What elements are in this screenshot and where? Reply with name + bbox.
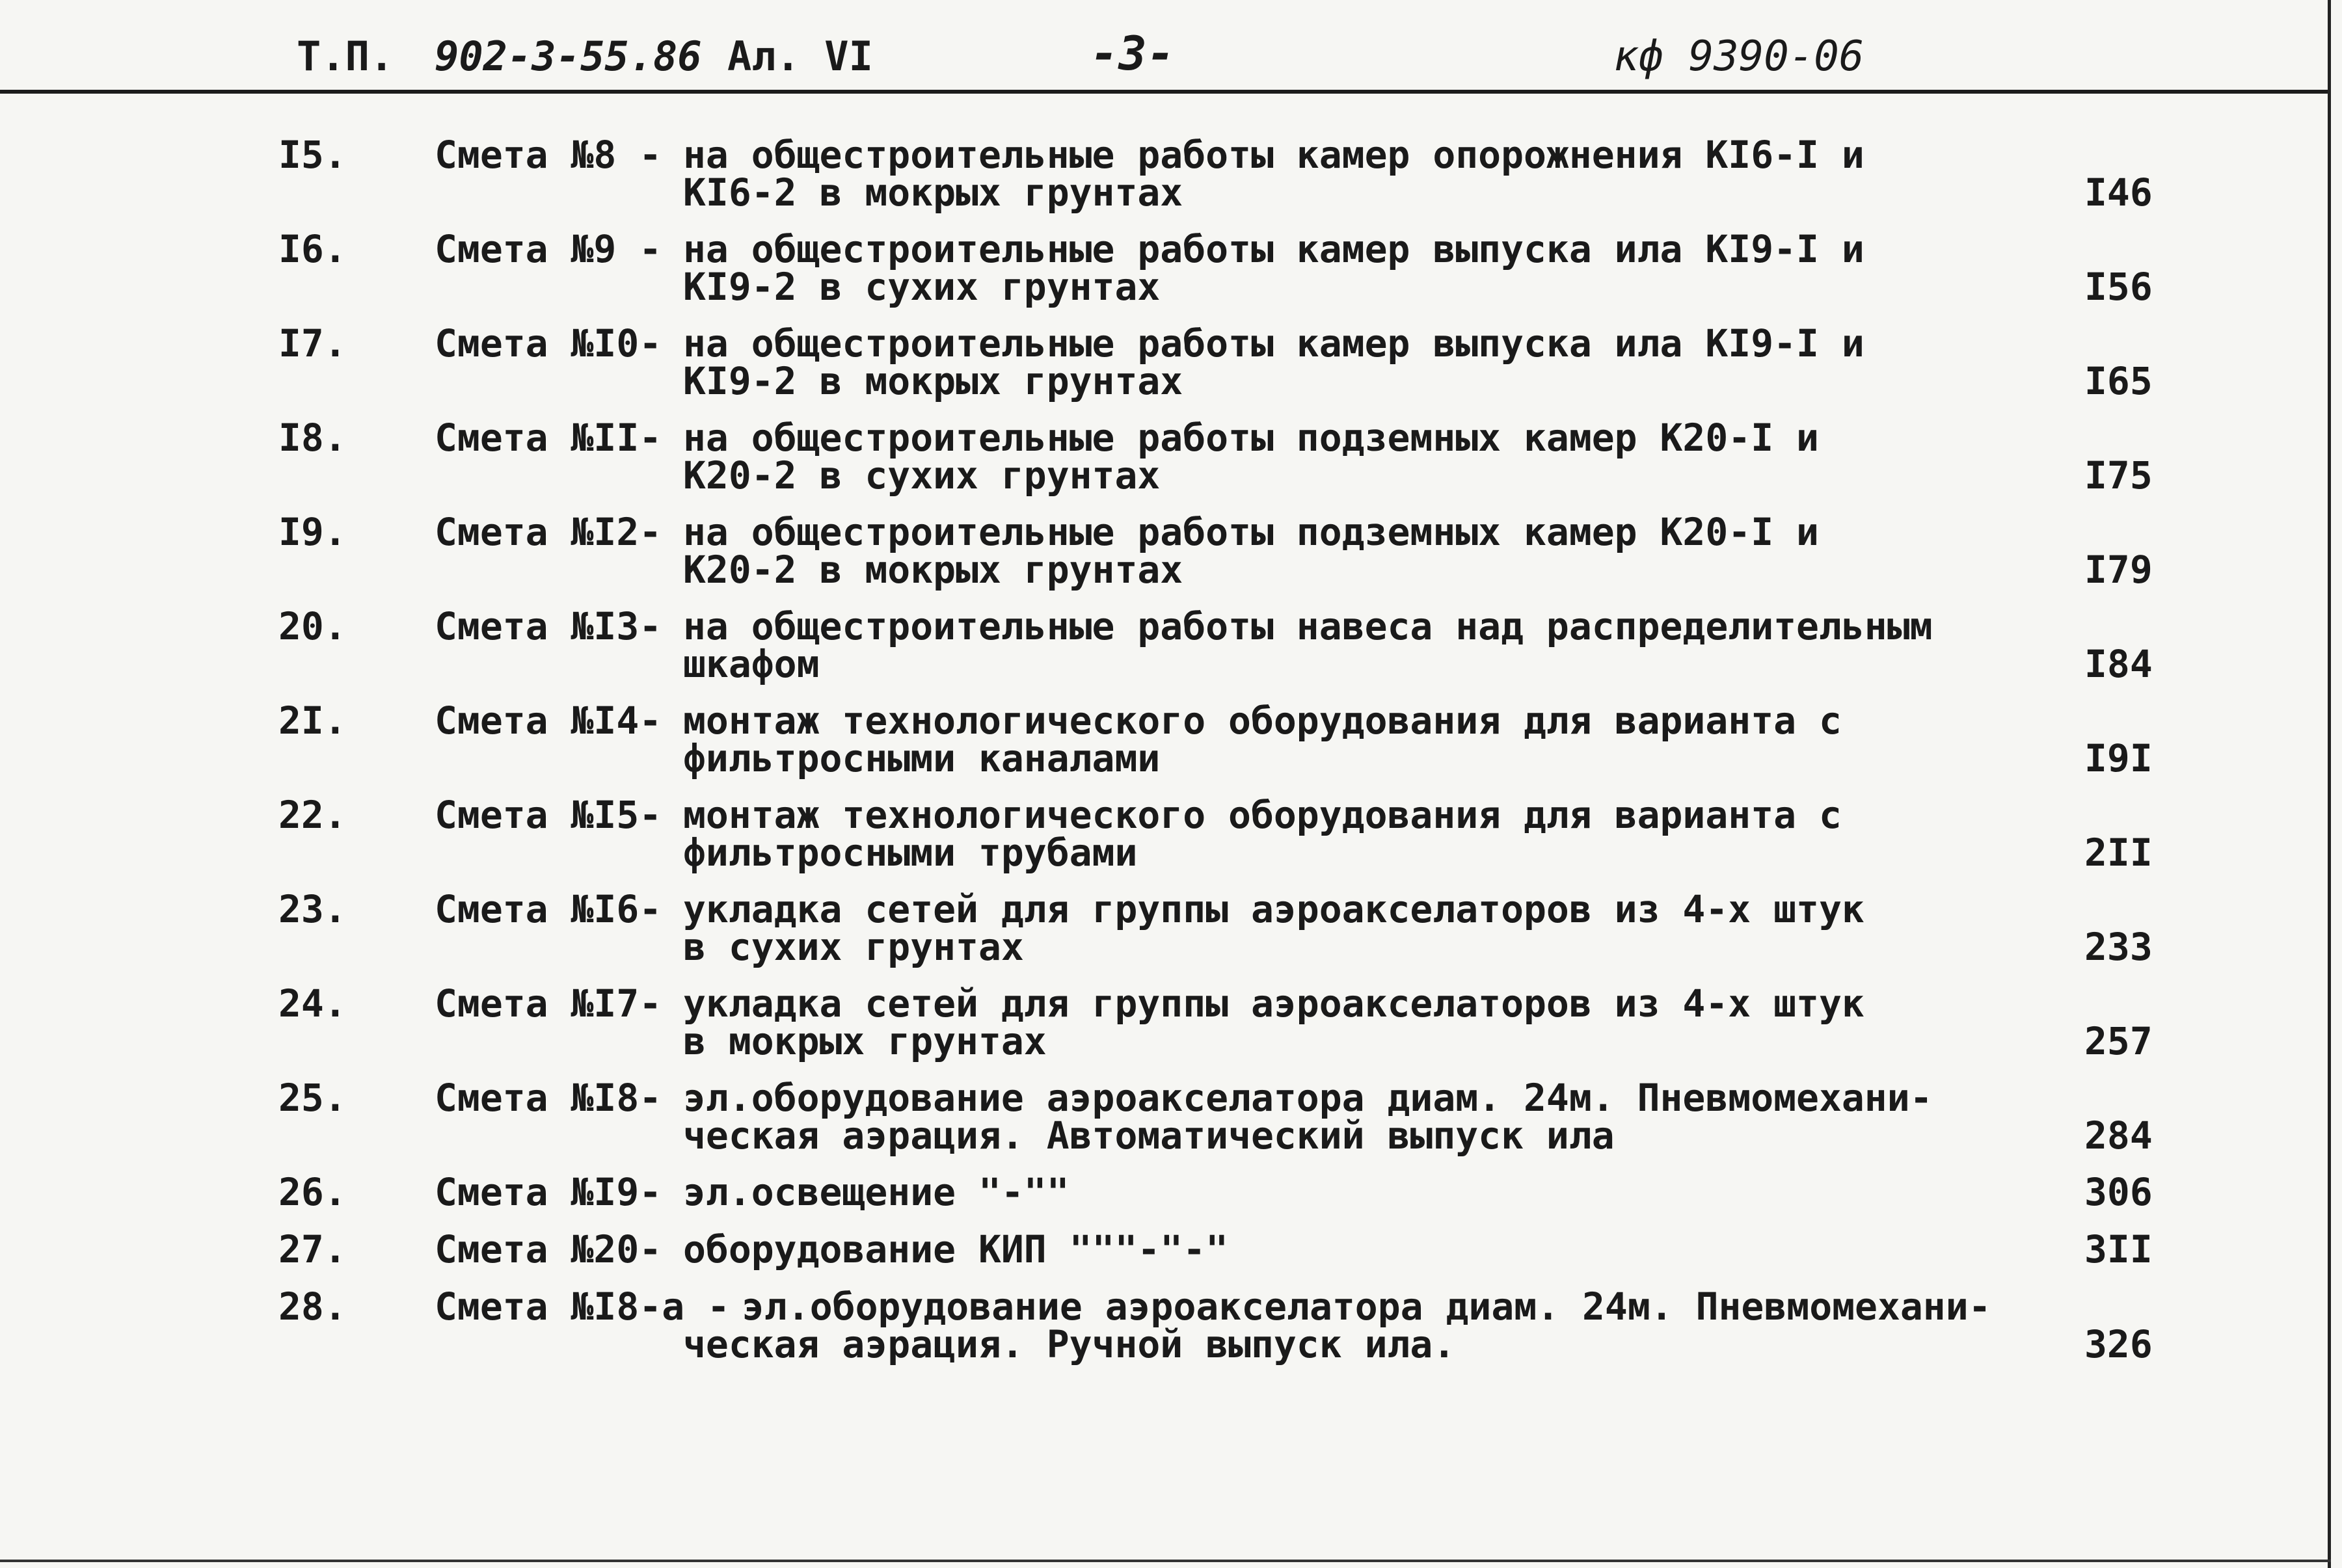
item-description-cont: КI9-2 в мокрых грунтах xyxy=(683,359,1183,403)
estimate-label: Смета №I8- xyxy=(435,1076,662,1120)
item-number: 2I. xyxy=(278,698,347,743)
header-project-code: 902-3-55.86 xyxy=(435,33,702,80)
item-description: оборудование КИП """-"-" xyxy=(683,1227,1229,1271)
item-page: I65 xyxy=(2084,359,2153,403)
item-description: на общестроительные работы камер выпуска ила КI9-I и xyxy=(683,227,1864,271)
item-number: 20. xyxy=(278,604,347,648)
item-number: 27. xyxy=(278,1227,347,1271)
item-page: 306 xyxy=(2084,1170,2153,1214)
estimate-label: Смета №8 - xyxy=(435,133,662,177)
item-description: эл.оборудование аэроакселатора диам. 24м. Пневмомехани- xyxy=(742,1284,1991,1329)
item-page: I9I xyxy=(2084,736,2153,780)
item-description-cont: фильтросными трубами xyxy=(683,831,1138,875)
item-number: I5. xyxy=(278,133,347,177)
estimate-label: Смета №I0- xyxy=(435,321,662,365)
estimate-label: Смета №I4- xyxy=(435,698,662,743)
item-page: I46 xyxy=(2084,170,2153,215)
item-description: на общестроительные работы камер опорожнения КI6-I и xyxy=(683,133,1864,177)
header-page-mark: -3- xyxy=(1090,26,1176,81)
header-album: Ал. VI xyxy=(727,33,873,80)
item-description-cont: фильтросными каналами xyxy=(683,736,1161,780)
item-description-cont: К20-2 в мокрых грунтах xyxy=(683,548,1183,592)
estimate-label: Смета №I5- xyxy=(435,793,662,837)
estimate-label: Смета №I6- xyxy=(435,887,662,931)
item-description: эл.освещение "-"" xyxy=(683,1170,1070,1214)
item-description-cont: ческая аэрация. Автоматический выпуск ила xyxy=(683,1113,1615,1158)
header-tp: Т.П. xyxy=(297,33,394,80)
item-page: 284 xyxy=(2084,1113,2153,1158)
item-number: I8. xyxy=(278,416,347,460)
item-description: монтаж технологического оборудования для варианта с xyxy=(683,698,1842,743)
item-description-cont: К20-2 в сухих грунтах xyxy=(683,453,1161,498)
item-page: I79 xyxy=(2084,548,2153,592)
estimate-label: Смета №I3- xyxy=(435,604,662,648)
item-number: 24. xyxy=(278,981,347,1026)
item-number: 23. xyxy=(278,887,347,931)
estimate-label: Смета №I8-а - xyxy=(435,1284,730,1329)
item-page: 3II xyxy=(2084,1227,2153,1271)
item-page: I56 xyxy=(2084,265,2153,309)
item-page: 2II xyxy=(2084,831,2153,875)
item-description: на общестроительные работы навеса над распределительным xyxy=(683,604,1933,648)
item-description: эл.оборудование аэроакселатора диам. 24м. Пневмомехани- xyxy=(683,1076,1933,1120)
item-description-cont: шкафом xyxy=(683,642,820,686)
item-description-cont: КI6-2 в мокрых грунтах xyxy=(683,170,1183,215)
estimate-label: Смета №20- xyxy=(435,1227,662,1271)
item-number: 25. xyxy=(278,1076,347,1120)
item-description-cont: в сухих грунтах xyxy=(683,925,1024,969)
estimate-label: Смета №I2- xyxy=(435,510,662,554)
item-number: I7. xyxy=(278,321,347,365)
item-description: монтаж технологического оборудования для варианта с xyxy=(683,793,1842,837)
item-description: на общестроительные работы подземных камер К20-I и xyxy=(683,510,1819,554)
item-number: 26. xyxy=(278,1170,347,1214)
item-page: 257 xyxy=(2084,1019,2153,1063)
item-description: на общестроительные работы камер выпуска ила КI9-I и xyxy=(683,321,1864,365)
item-number: I6. xyxy=(278,227,347,271)
item-description-cont: ческая аэрация. Ручной выпуск ила. xyxy=(683,1322,1456,1366)
item-description-cont: КI9-2 в сухих грунтах xyxy=(683,265,1161,309)
item-number: 28. xyxy=(278,1284,347,1329)
item-page: I84 xyxy=(2084,642,2153,686)
estimate-label: Смета №I9- xyxy=(435,1170,662,1214)
item-description: на общестроительные работы подземных камер К20-I и xyxy=(683,416,1819,460)
estimate-label: Смета №II- xyxy=(435,416,662,460)
item-description: укладка сетей для группы аэроакселаторов из 4-х штук xyxy=(683,981,1864,1026)
estimate-label: Смета №I7- xyxy=(435,981,662,1026)
item-page: 233 xyxy=(2084,925,2153,969)
item-number: 22. xyxy=(278,793,347,837)
item-page: 326 xyxy=(2084,1322,2153,1366)
item-description-cont: в мокрых грунтах xyxy=(683,1019,1047,1063)
item-description: укладка сетей для группы аэроакселаторов из 4-х штук xyxy=(683,887,1864,931)
item-page: I75 xyxy=(2084,453,2153,498)
estimate-label: Смета №9 - xyxy=(435,227,662,271)
header-inventory-number: кф 9390-06 xyxy=(1613,33,1864,81)
item-number: I9. xyxy=(278,510,347,554)
